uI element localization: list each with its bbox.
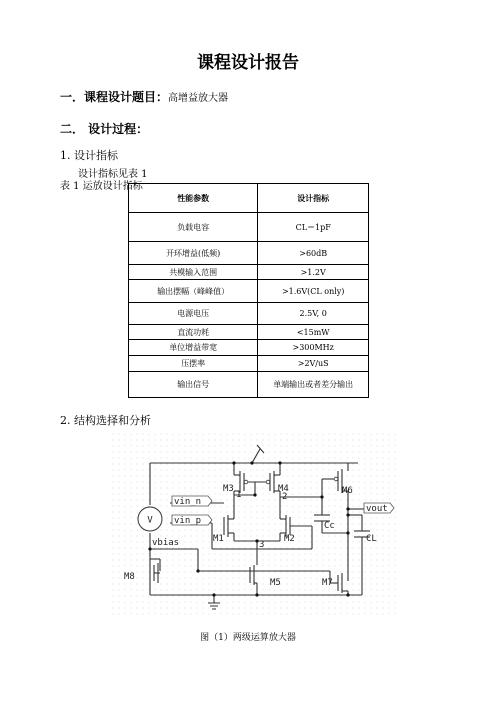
label-m2: M2 [284,534,295,544]
table-cell: <15mW [258,325,369,340]
pin-label-vin-n: vin_n [174,497,202,507]
table-row [129,325,369,340]
table-cell: >1.6V(CL only) [258,280,369,303]
table-cell: 直流功耗 [129,325,258,340]
page-title: 课程设计报告 [197,53,299,73]
table-cell: 共模输入范围 [129,265,258,280]
figure-caption: 图（1）两级运算放大器 [200,633,296,643]
table-cell: 输出摆幅（峰峰值） [129,280,258,303]
subsection-2-heading: 2. 结构选择和分析 [60,414,151,427]
pmos-gate-icon [334,477,338,481]
table-row [129,265,369,280]
table-cell: 负载电容 [129,213,258,242]
section-1-heading [60,88,228,105]
table-row [129,372,369,398]
label-cl: CL [366,534,377,544]
table-cell: 单位增益带宽 [129,340,258,356]
table-cell: >2V/uS [258,356,369,372]
pin-label-vout: vout [366,504,388,514]
circuit-schematic [112,433,400,619]
node-label-3: 3 [259,540,265,550]
table-row [129,340,369,356]
table-row [129,242,369,265]
table-header-cell: 性能参数 [129,184,258,213]
subsection-1-heading: 1. 设计指标 [60,149,118,162]
source-v-label: V [147,515,153,526]
node-label-1: 1 [236,490,242,500]
label-m6: M6 [342,486,353,496]
table-cell: CL＝1pF [258,213,369,242]
table-caption: 表 1 运放设计指标 [60,181,143,192]
label-m3: M3 [223,484,234,494]
label-m7: M7 [322,578,333,588]
table-row [129,356,369,372]
table-row [129,303,369,325]
label-cc: Cc [324,521,335,531]
section-1-label: 一．课程设计题目： [60,90,169,104]
node-label-2: 2 [282,492,288,502]
table-cell: >300MHz [258,340,369,356]
table-cell: >60dB [258,242,369,265]
table-cell: 电源电压 [129,303,258,325]
label-m5: M5 [270,578,281,588]
table-cell: 输出信号 [129,372,258,398]
label-m4: M4 [278,484,289,494]
label-m1: M1 [213,534,224,544]
table-cell: >1.2V [258,265,369,280]
pmos-gate-icon [244,480,248,484]
pmos-gate-icon [266,480,270,484]
table-header-row [129,184,369,213]
spec-table [128,183,369,398]
table-cell: 开环增益(低频) [129,242,258,265]
section-2-heading: 二． 设计过程： [60,122,149,136]
section-1-value: 高增益放大器 [168,93,229,104]
table-cell: 压摆率 [129,356,258,372]
label-vbias: vbias [152,538,180,548]
table-row [129,280,369,303]
pin-label-vin-p: vin_p [174,516,202,526]
table-cell: 2.5V, 0 [258,303,369,325]
table-row [129,213,369,242]
label-m8: M8 [124,572,135,582]
table-header-cell: 设计指标 [258,184,369,213]
table-cell: 单端输出或者差分输出 [258,372,369,398]
paragraph-spec-ref: 设计指标见表 1 [78,169,148,180]
